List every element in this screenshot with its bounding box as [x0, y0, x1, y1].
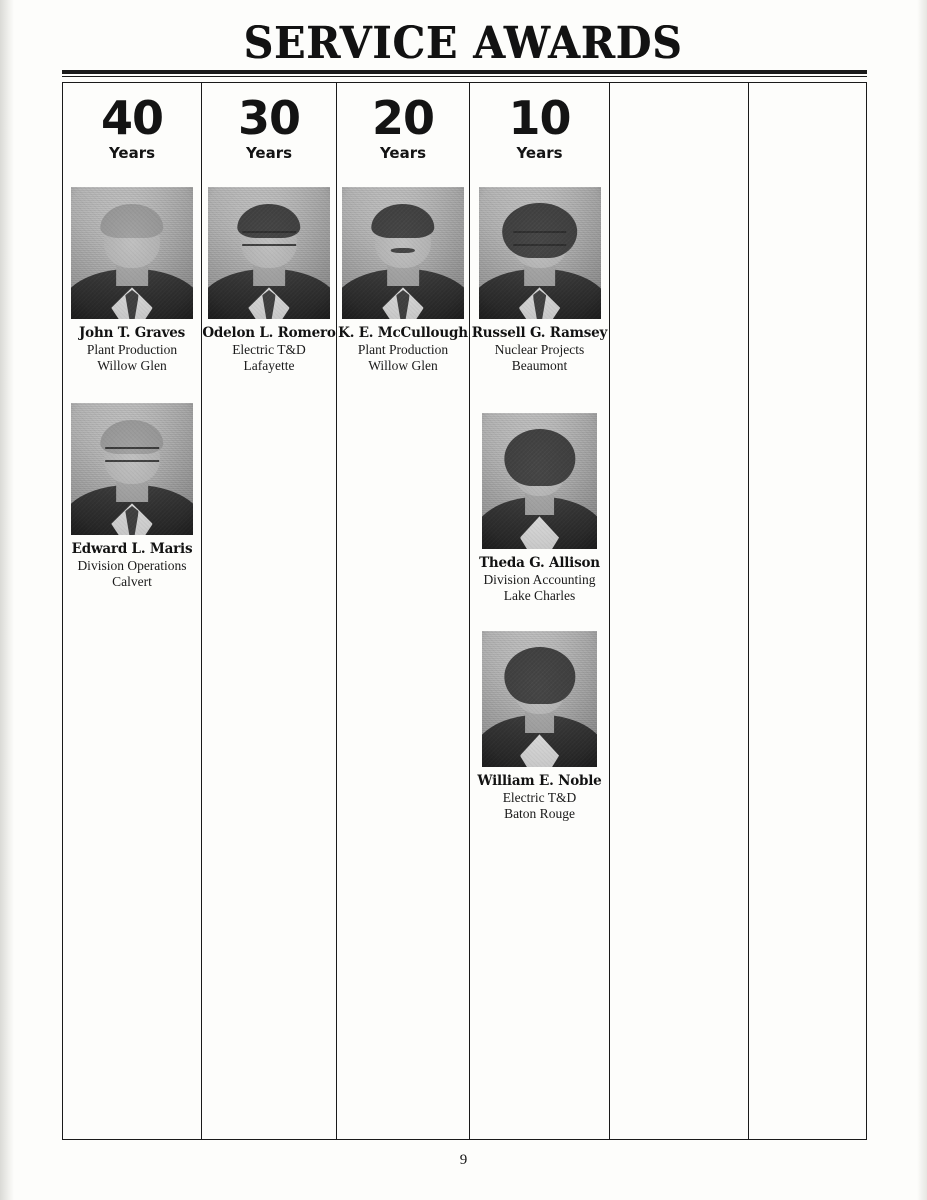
person-department: Electric T&D [232, 342, 306, 357]
title-rule-thin [62, 76, 867, 77]
person-location: Willow Glen [97, 358, 167, 373]
scan-edge-right [917, 0, 927, 1200]
portrait-edward-l-maris [71, 403, 193, 535]
years-label: Years [245, 144, 293, 162]
person-entry [470, 413, 609, 604]
portrait-john-t-graves [71, 187, 193, 319]
column-empty-1 [610, 83, 749, 1139]
person-name: K. E. McCullough [338, 325, 468, 341]
person-location: Calvert [112, 574, 152, 589]
person-entry [337, 187, 469, 374]
column-header-40 [63, 83, 201, 163]
person-name: Odelon L. Romero [202, 325, 336, 341]
page-title [0, 18, 927, 69]
person-location: Lafayette [243, 358, 295, 373]
person-entry [470, 187, 609, 374]
portrait-theda-g-allison [482, 413, 597, 549]
person-location: Beaumont [511, 358, 568, 373]
person-department: Division Operations [77, 558, 187, 573]
person-department: Plant Production [357, 342, 449, 357]
person-location: Lake Charles [503, 588, 576, 603]
person-department: Plant Production [86, 342, 178, 357]
person-name: Russell G. Ramsey [471, 325, 608, 341]
person-location: Baton Rouge [504, 806, 575, 821]
years-label: Years [108, 144, 156, 162]
portrait-russell-g-ramsey [479, 187, 601, 319]
column-empty-2 [749, 83, 868, 1139]
page-title-text: SERVICE AWARDS [243, 18, 684, 69]
years-number: 30 [237, 91, 300, 145]
person-entry [202, 187, 336, 374]
years-label: Years [516, 144, 563, 162]
person-name: Edward L. Maris [71, 541, 193, 557]
service-awards-grid [62, 82, 867, 1140]
column-10-years [470, 83, 610, 1139]
person-entry [63, 403, 201, 590]
years-number: 40 [100, 91, 163, 145]
person-department: Electric T&D [502, 790, 577, 805]
page-number: 9 [459, 1152, 468, 1168]
person-entry [470, 631, 609, 822]
years-label: Years [379, 144, 427, 162]
portrait-william-e-noble [482, 631, 597, 767]
scan-edge-left [0, 0, 14, 1200]
years-number: 20 [371, 91, 434, 145]
column-header-10 [470, 83, 609, 163]
person-entry [63, 187, 201, 374]
person-name: John T. Graves [78, 325, 186, 341]
person-location: Willow Glen [368, 358, 438, 373]
column-header-20 [337, 83, 469, 163]
person-department: Nuclear Projects [494, 342, 585, 357]
column-20-years [337, 83, 470, 1139]
portrait-k-e-mccullough [342, 187, 464, 319]
years-number: 10 [508, 91, 571, 145]
title-rule-thick [62, 70, 867, 74]
person-name: William E. Noble [477, 773, 602, 789]
person-department: Division Accounting [483, 572, 596, 587]
column-40-years [63, 83, 202, 1139]
portrait-odelon-l-romero [208, 187, 330, 319]
column-30-years [202, 83, 337, 1139]
person-name: Theda G. Allison [479, 555, 600, 571]
column-header-30 [202, 83, 336, 163]
